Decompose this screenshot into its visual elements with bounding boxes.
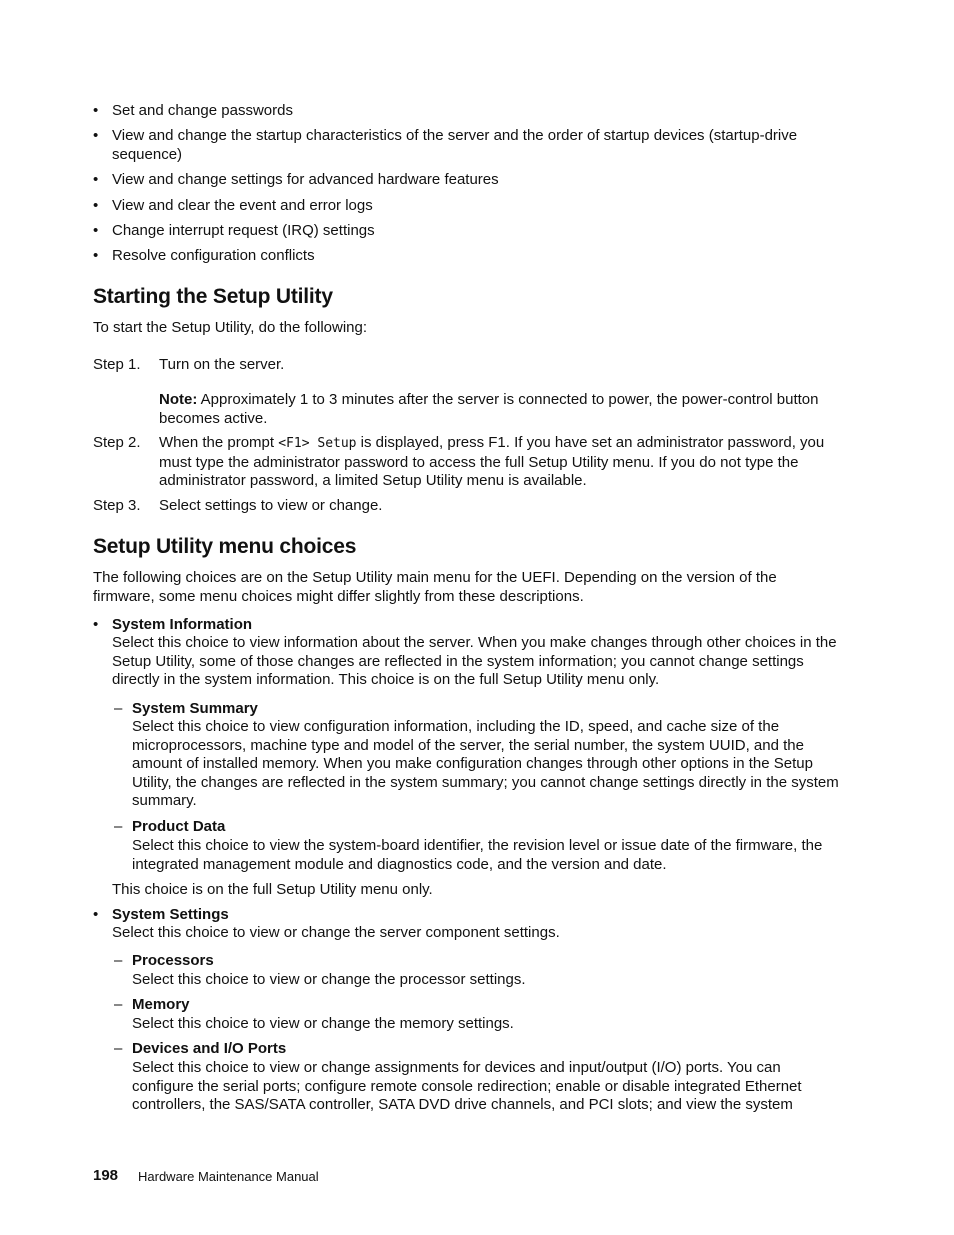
submenu-desc: Select this choice to view configuration information, including the ID, speed, and cache size of the microprocessors, machine type and model of the server, the serial number, the system UUID, and the amount of installed memory. When you make configuration changes through other options in the Setup Utility, the changes are reflected in the system summary; you cannot change settings directly in the system summary. (132, 718, 839, 810)
step-text: Select settings to view or change. (159, 497, 383, 514)
menu-choice-title: System Information (112, 616, 253, 633)
submenu-desc: Select this choice to view the system-board identifier, the revision level or issue date of the firmware, the integrated management module and diagnostics code, and the version and date. (132, 837, 823, 873)
bullet-marker: • (93, 616, 99, 633)
dash-marker: – (114, 818, 123, 835)
list-item: Resolve configuration conflicts (112, 247, 315, 264)
list-item: Set and change passwords (112, 102, 293, 119)
bullet-marker: • (93, 171, 99, 188)
list-item: View and change the startup characteristics of the server and the order of startup devices (startup-drive sequence) (112, 127, 798, 163)
menu-choice-desc: Select this choice to view information about the server. When you make changes through other choices in the Setup Utility, some of those changes are reflected in the system information; you cannot change settings directly in the system information. This choice is on the full Setup Utility menu only. (112, 634, 837, 689)
step-text (159, 434, 844, 491)
menu-choice-title: System Settings (112, 906, 229, 923)
section-heading-starting-setup: Starting the Setup Utility (93, 285, 333, 308)
submenu-desc: Select this choice to view or change assignments for devices and input/output (I/O) ports. You can configure the serial ports; configure remote console redirection; enable or disable integrated Ethernet controllers, the SAS/SATA controller, SATA DVD drive channels, and PCI slots; and view the system (132, 1059, 802, 1114)
bullet-marker: • (93, 906, 99, 923)
step-label: Step 2. (93, 434, 141, 451)
bullet-marker: • (93, 102, 99, 119)
bullet-marker: • (93, 197, 99, 214)
dash-marker: – (114, 1040, 123, 1057)
section-intro: The following choices are on the Setup Utility main menu for the UEFI. Depending on the version of the firmware, some menu choices might differ slightly from these descriptions. (93, 569, 777, 605)
section-heading-menu-choices: Setup Utility menu choices (93, 535, 357, 558)
list-item: View and change settings for advanced hardware features (112, 171, 499, 188)
note-text: Approximately 1 to 3 minutes after the server is connected to power, the power-control button becomes active. (159, 391, 819, 427)
submenu-title: Product Data (132, 818, 226, 835)
bullet-marker: • (93, 222, 99, 239)
menu-choice-desc: Select this choice to view or change the server component settings. (112, 924, 560, 941)
section-intro: To start the Setup Utility, do the following: (93, 319, 368, 336)
page-number: 198 (93, 1167, 119, 1184)
submenu-title: Memory (132, 996, 190, 1013)
step-text-before: When the prompt (159, 434, 279, 451)
submenu-desc: Select this choice to view or change the processor settings. (132, 971, 526, 988)
menu-choice-note: This choice is on the full Setup Utility menu only. (112, 881, 433, 898)
step-text-after: is displayed, press F1. If you have set an administrator password, you must type the administrator password to access the full Setup Utility menu. If you do not type the administrator password, a limited Setup Utility menu is available. (159, 434, 825, 490)
dash-marker: – (114, 700, 123, 717)
submenu-title: Processors (132, 952, 214, 969)
note-label: Note: (159, 391, 198, 408)
step-note (159, 391, 839, 428)
dash-marker: – (114, 952, 123, 969)
prompt-code: <F1> Setup (278, 436, 357, 451)
bullet-marker: • (93, 127, 99, 144)
list-item: View and clear the event and error logs (112, 197, 373, 214)
dash-marker: – (114, 996, 123, 1013)
step-text: Turn on the server. (159, 356, 285, 373)
submenu-desc: Select this choice to view or change the memory settings. (132, 1015, 514, 1032)
submenu-title: System Summary (132, 700, 258, 717)
step-label: Step 1. (93, 356, 141, 373)
bullet-marker: • (93, 247, 99, 264)
footer-title: Hardware Maintenance Manual (138, 1169, 319, 1184)
submenu-title: Devices and I/O Ports (132, 1040, 287, 1057)
list-item: Change interrupt request (IRQ) settings (112, 222, 375, 239)
step-label: Step 3. (93, 497, 141, 514)
